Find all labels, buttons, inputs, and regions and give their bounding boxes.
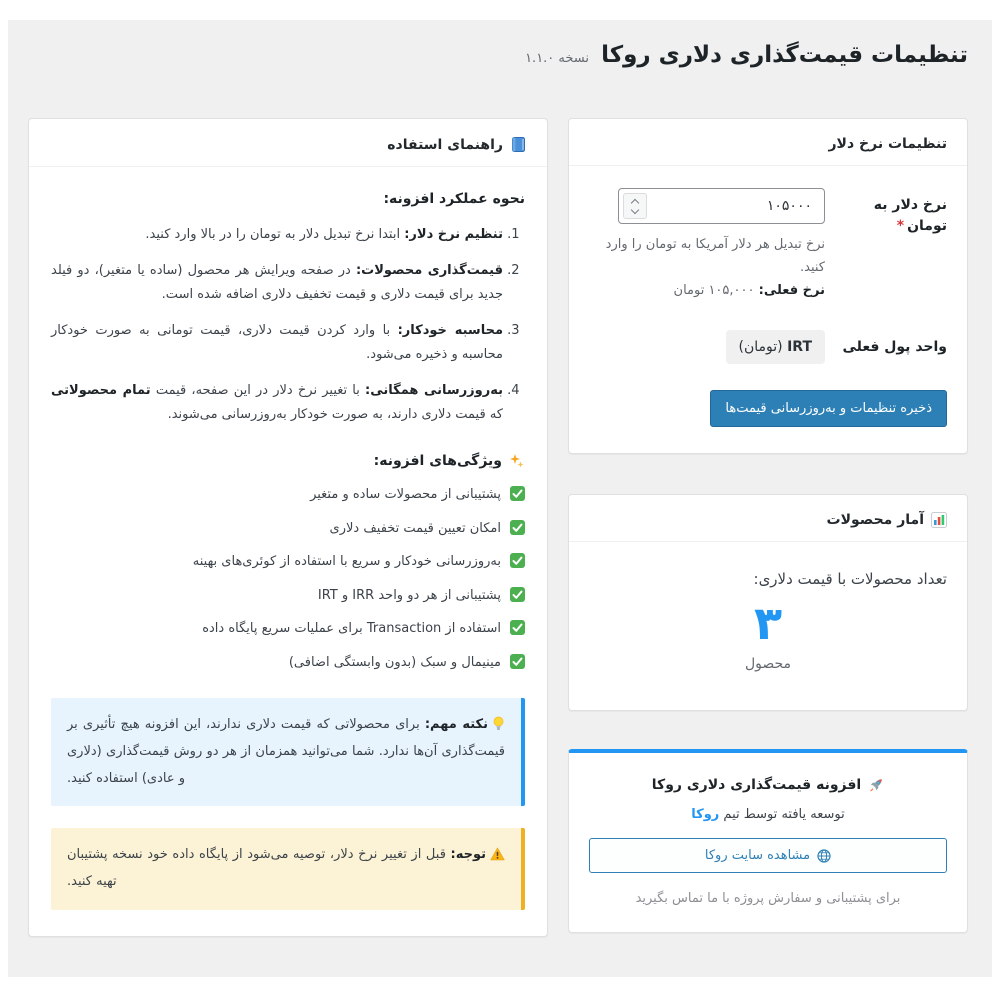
promo-title-row	[589, 777, 947, 793]
rate-label: نرخ دلار به تومان*	[873, 197, 947, 234]
stats-box	[568, 494, 968, 711]
rate-description: نرخ تبدیل هر دلار آمریکا به تومان را وارد کنید. نرخ فعلی: ۱۰۵,۰۰۰ تومان	[605, 237, 825, 298]
required-asterisk: *	[896, 218, 905, 234]
feature-item: استفاده از Transaction برای عملیات سریع پایگاه داده	[51, 619, 525, 639]
feature-item: پشتیبانی از هر دو واحد IRR و IRT	[51, 586, 525, 606]
promo-title: افزونه قیمت‌گذاری دلاری روکا	[651, 777, 862, 794]
sparkles-icon	[509, 453, 525, 469]
step-item-4: 4. به‌روزرسانی همگانی: با تغییر نرخ دلار در این صفحه، قیمت تمام محصولاتی که قیمت دلاری دارند، به صورت خودکار به‌روزرسانی می‌شوند.	[51, 379, 503, 427]
warning-icon	[490, 847, 505, 861]
lightbulb-icon	[492, 716, 505, 731]
check-icon	[510, 486, 525, 501]
guide-header	[29, 119, 547, 167]
features-title: ویژگی‌های افزونه:	[373, 453, 502, 470]
step-item-2: 2. قیمت‌گذاری محصولات: در صفحه ویرایش هر محصول (ساده یا متغیر)، دو فیلد جدید برای قیمت دلاری و قیمت تخفیف دلاری اضافه شده است.	[51, 259, 503, 307]
current-rate-label: نرخ فعلی:	[758, 282, 825, 298]
features-title-row	[51, 453, 525, 469]
promo-byline: توسعه یافته توسط تیم روکا	[691, 807, 845, 823]
settings-column	[568, 118, 968, 933]
guide-box	[28, 118, 548, 937]
step-item-1: 1. تنظیم نرخ دلار: ابتدا نرخ تبدیل دلار به تومان را در بالا وارد کنید.	[51, 223, 503, 247]
check-icon	[510, 553, 525, 568]
rate-settings-box	[568, 118, 968, 454]
steps-list	[51, 223, 525, 427]
backup-warning-box: توجه: قبل از تغییر نرخ دلار، توصیه می‌شود از پایگاه داده خود نسخه پشتیبان تهیه کنید.	[51, 828, 525, 909]
book-icon	[510, 136, 527, 153]
currency-label: واحد پول فعلی	[842, 339, 947, 356]
stats-count-unit: محصول	[744, 656, 792, 673]
stats-title: آمار محصولات	[826, 512, 924, 529]
rate-settings-title: تنظیمات نرخ دلار	[828, 136, 947, 152]
stats-header	[569, 495, 967, 542]
feature-item: به‌روزرسانی خودکار و سریع با استفاده از کوئری‌های بهینه	[51, 552, 525, 572]
guide-title: راهنمای استفاده	[387, 136, 503, 153]
number-stepper[interactable]	[623, 193, 647, 219]
features-list	[51, 485, 525, 672]
check-icon	[510, 587, 525, 602]
stepper-down-icon[interactable]	[631, 205, 639, 213]
currency-badge: IRT (تومان)	[726, 330, 825, 364]
important-note-box: نکته مهم: برای محصولاتی که قیمت دلاری ندارند، این افزونه هیچ تأثیری بر قیمت‌گذاری آن‌ها ندارد. شما می‌توانید همزمان از هر دو روش قیمت‌گذاری (دلاری و عادی) استفاده کنید.	[51, 698, 525, 806]
feature-item: پشتیبانی از محصولات ساده و متغیر	[51, 485, 525, 505]
dollar-priced-products-count: ۳	[753, 596, 783, 651]
bar-chart-icon	[931, 512, 947, 528]
rocket-icon	[868, 777, 884, 793]
feature-item: امکان تعیین قیمت تخفیف دلاری	[51, 519, 525, 539]
rate-form-row	[589, 188, 947, 302]
check-icon	[510, 520, 525, 535]
feature-item: مینیمال و سبک (بدون وابستگی اضافی)	[51, 653, 525, 673]
visit-site-button[interactable]: مشاهده سایت روکا	[589, 838, 947, 873]
plugin-version: نسخه ۱.۱.۰	[525, 51, 590, 66]
current-rate-value: ۱۰۵,۰۰۰ تومان	[673, 282, 759, 298]
check-icon	[510, 620, 525, 635]
promo-contact-text: برای پشتیبانی و سفارش پروژه با ما تماس بگیرید	[635, 891, 901, 907]
how-it-works-title: نحوه عملکرد افزونه:	[383, 191, 525, 207]
guide-column	[28, 118, 548, 937]
stats-count-label: تعداد محصولات با قیمت دلاری:	[753, 570, 947, 589]
currency-form-row	[589, 330, 947, 364]
save-settings-button[interactable]: ذخیره تنظیمات و به‌روزرسانی قیمت‌ها	[710, 390, 947, 427]
page-header	[32, 42, 968, 68]
globe-icon	[817, 849, 831, 863]
rate-settings-header	[569, 119, 967, 166]
page-title: تنظیمات قیمت‌گذاری دلاری روکا	[601, 42, 968, 68]
rooka-link[interactable]: روکا	[691, 807, 720, 823]
admin-content-area	[8, 20, 992, 977]
step-item-3: 3. محاسبه خودکار: با وارد کردن قیمت دلاری، قیمت تومانی به صورت خودکار محاسبه و ذخیره می‌شود.	[51, 319, 503, 367]
promo-box	[568, 749, 968, 933]
dollar-rate-input[interactable]	[618, 188, 825, 224]
check-icon	[510, 654, 525, 669]
